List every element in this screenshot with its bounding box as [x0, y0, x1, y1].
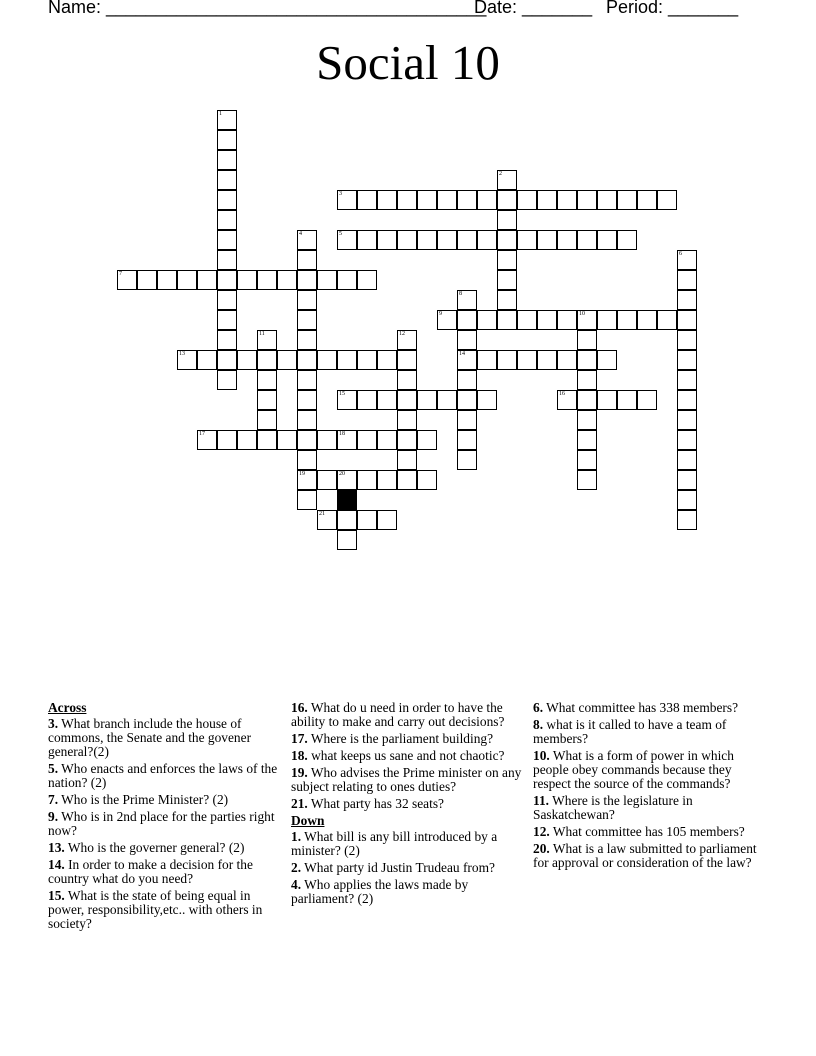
grid-cell[interactable]	[217, 310, 237, 330]
grid-cell[interactable]	[677, 490, 697, 510]
clue-number: 2.	[291, 860, 302, 875]
clue-number-label: 10	[579, 311, 585, 317]
clue-text: Who is the Prime Minister? (2)	[58, 792, 229, 807]
clue-text: What committee has 105 members?	[549, 824, 745, 839]
grid-cell[interactable]	[297, 490, 317, 510]
grid-cell[interactable]	[617, 310, 637, 330]
across-clue	[48, 717, 280, 759]
grid-cell[interactable]	[277, 430, 297, 450]
grid-cell[interactable]	[237, 270, 257, 290]
grid-cell[interactable]	[337, 510, 357, 530]
clue-number-label: 11	[259, 331, 265, 337]
grid-cell[interactable]	[317, 430, 337, 450]
grid-cell[interactable]	[677, 270, 697, 290]
across-clue	[48, 858, 280, 886]
clue-text: Where is the legislature in Saskatchewan?	[533, 793, 693, 822]
grid-cell[interactable]	[677, 330, 697, 350]
across-clue	[291, 797, 523, 811]
clue-number-label: 20	[339, 471, 345, 477]
grid-cell[interactable]	[457, 350, 477, 370]
clue-number: 18.	[291, 748, 308, 763]
grid-cell[interactable]	[397, 430, 417, 450]
grid-cell[interactable]	[177, 350, 197, 370]
clue-text: Who enacts and enforces the laws of the nation? (2)	[48, 761, 278, 790]
grid-cell[interactable]	[677, 470, 697, 490]
grid-cell[interactable]	[197, 430, 217, 450]
grid-cell[interactable]	[357, 510, 377, 530]
clue-number: 4.	[291, 877, 302, 892]
grid-cell[interactable]	[497, 350, 517, 370]
grid-cell[interactable]	[257, 350, 277, 370]
grid-cell[interactable]	[517, 310, 537, 330]
across-clue	[291, 732, 523, 746]
grid-cell[interactable]	[597, 350, 617, 370]
down-heading: Down	[291, 813, 325, 828]
grid-cell[interactable]	[397, 190, 417, 210]
across-clue	[48, 841, 280, 855]
grid-cell[interactable]	[297, 250, 317, 270]
grid-cell[interactable]	[217, 270, 237, 290]
grid-cell[interactable]	[517, 350, 537, 370]
grid-cell[interactable]	[357, 230, 377, 250]
grid-cell[interactable]	[397, 350, 417, 370]
grid-cell[interactable]	[437, 390, 457, 410]
grid-cell[interactable]	[297, 310, 317, 330]
down-clue	[533, 794, 765, 822]
clue-number-label: 6	[679, 251, 682, 257]
grid-cell[interactable]	[457, 390, 477, 410]
clue-number-label: 15	[339, 391, 345, 397]
clue-text: Who advises the Prime minister on any subject relating to ones duties?	[291, 765, 522, 794]
grid-cell[interactable]	[397, 410, 417, 430]
grid-cell[interactable]	[177, 270, 197, 290]
clue-number: 1.	[291, 829, 302, 844]
grid-cell[interactable]	[357, 470, 377, 490]
grid-cell[interactable]	[557, 310, 577, 330]
grid-cell[interactable]	[317, 510, 337, 530]
grid-cell[interactable]	[457, 430, 477, 450]
clue-number-label: 12	[399, 331, 405, 337]
grid-cell[interactable]	[297, 330, 317, 350]
grid-cell[interactable]	[437, 190, 457, 210]
grid-cell[interactable]	[357, 390, 377, 410]
grid-cell[interactable]	[357, 350, 377, 370]
clue-text: What party id Justin Trudeau from?	[301, 860, 495, 875]
grid-cell[interactable]	[417, 230, 437, 250]
across-heading: Across	[48, 700, 87, 715]
across-clue	[48, 810, 280, 838]
clue-number: 19.	[291, 765, 308, 780]
grid-cell[interactable]	[377, 430, 397, 450]
clue-text: What is a form of power in which people obey commands because they respect the source of the commands?	[533, 748, 734, 791]
clue-number: 10.	[533, 748, 550, 763]
clue-text: In order to make a decision for the country what do you need?	[48, 857, 253, 886]
grid-cell[interactable]	[377, 390, 397, 410]
across-clue	[291, 701, 523, 729]
grid-cell[interactable]	[677, 370, 697, 390]
grid-cell[interactable]	[577, 430, 597, 450]
grid-cell[interactable]	[557, 190, 577, 210]
clue-number-label: 13	[179, 351, 185, 357]
grid-cell[interactable]	[197, 270, 217, 290]
grid-cell[interactable]	[497, 170, 517, 190]
grid-cell[interactable]	[337, 470, 357, 490]
grid-cell[interactable]	[557, 390, 577, 410]
grid-cell[interactable]	[417, 470, 437, 490]
grid-cell[interactable]	[637, 190, 657, 210]
grid-cell[interactable]	[337, 390, 357, 410]
grid-cell[interactable]	[677, 430, 697, 450]
grid-cell[interactable]	[657, 190, 677, 210]
grid-cell[interactable]	[317, 350, 337, 370]
grid-cell[interactable]	[237, 350, 257, 370]
grid-cell[interactable]	[637, 310, 657, 330]
clue-number-label: 18	[339, 431, 345, 437]
grid-cell[interactable]	[217, 230, 237, 250]
grid-cell[interactable]	[497, 230, 517, 250]
clue-number: 3.	[48, 716, 59, 731]
clues-column-2	[291, 701, 523, 909]
grid-cell[interactable]	[217, 210, 237, 230]
clue-number-label: 7	[119, 271, 122, 277]
grid-cell[interactable]	[357, 190, 377, 210]
grid-cell[interactable]	[337, 430, 357, 450]
down-clue	[291, 878, 523, 906]
grid-cell[interactable]	[477, 390, 497, 410]
grid-cell[interactable]	[577, 330, 597, 350]
clue-number: 5.	[48, 761, 59, 776]
grid-cell[interactable]	[277, 270, 297, 290]
grid-cell[interactable]	[217, 290, 237, 310]
down-clue	[533, 842, 765, 870]
grid-cell[interactable]	[597, 230, 617, 250]
clue-text: Who is in 2nd place for the parties right now?	[48, 809, 275, 838]
grid-cell[interactable]	[597, 310, 617, 330]
grid-cell[interactable]	[297, 230, 317, 250]
across-clue	[48, 762, 280, 790]
grid-cell[interactable]	[577, 390, 597, 410]
grid-cell[interactable]	[457, 230, 477, 250]
grid-cell[interactable]	[337, 190, 357, 210]
clue-number: 17.	[291, 731, 308, 746]
grid-cell[interactable]	[337, 530, 357, 550]
grid-cell[interactable]	[337, 270, 357, 290]
grid-cell[interactable]	[217, 370, 237, 390]
down-clue	[291, 861, 523, 875]
clue-text: Who is the governer general? (2)	[64, 840, 245, 855]
grid-cell[interactable]	[677, 390, 697, 410]
grid-cell[interactable]	[377, 510, 397, 530]
grid-cell[interactable]	[297, 410, 317, 430]
grid-cell[interactable]	[117, 270, 137, 290]
clue-number: 8.	[533, 717, 544, 732]
grid-cell[interactable]	[217, 430, 237, 450]
grid-cell[interactable]	[597, 390, 617, 410]
clue-number-label: 8	[459, 291, 462, 297]
clue-text: What committee has 338 members?	[543, 700, 739, 715]
across-clue	[48, 889, 280, 931]
clue-number-label: 21	[319, 511, 325, 517]
grid-cell[interactable]	[437, 310, 457, 330]
clue-number-label: 4	[299, 231, 302, 237]
clue-number-label: 14	[459, 351, 465, 357]
grid-cell[interactable]	[577, 230, 597, 250]
grid-cell[interactable]	[677, 250, 697, 270]
grid-cell[interactable]	[417, 190, 437, 210]
grid-cell[interactable]	[577, 370, 597, 390]
grid-cell[interactable]	[577, 410, 597, 430]
grid-cell[interactable]	[377, 230, 397, 250]
grid-cell[interactable]	[457, 310, 477, 330]
grid-cell[interactable]	[417, 430, 437, 450]
grid-cell[interactable]	[217, 190, 237, 210]
grid-cell[interactable]	[677, 450, 697, 470]
grid-cell[interactable]	[317, 470, 337, 490]
clue-number: 6.	[533, 700, 544, 715]
grid-cell[interactable]	[457, 450, 477, 470]
grid-cell[interactable]	[217, 250, 237, 270]
clue-number: 21.	[291, 796, 308, 811]
grid-cell[interactable]	[577, 190, 597, 210]
grid-cell[interactable]	[257, 430, 277, 450]
black-cell	[337, 490, 357, 510]
grid-cell[interactable]	[377, 470, 397, 490]
grid-cell[interactable]	[217, 150, 237, 170]
clue-text: What branch include the house of commons, the Senate and the govener general?(2)	[48, 716, 252, 759]
clue-number-label: 5	[339, 231, 342, 237]
clue-number: 20.	[533, 841, 550, 856]
grid-cell[interactable]	[497, 190, 517, 210]
clue-number: 14.	[48, 857, 65, 872]
clue-text: What do u need in order to have the ability to make and carry out decisions?	[291, 700, 505, 729]
clues-column-1	[48, 701, 280, 934]
grid-cell[interactable]	[337, 230, 357, 250]
clue-number-label: 1	[219, 111, 222, 117]
grid-cell[interactable]	[617, 190, 637, 210]
grid-cell[interactable]	[257, 410, 277, 430]
grid-cell[interactable]	[257, 270, 277, 290]
grid-cell[interactable]	[597, 190, 617, 210]
down-clue	[533, 825, 765, 839]
grid-cell[interactable]	[357, 430, 377, 450]
grid-cell[interactable]	[577, 310, 597, 330]
clue-number: 13.	[48, 840, 65, 855]
grid-cell[interactable]	[257, 390, 277, 410]
grid-cell[interactable]	[537, 350, 557, 370]
grid-cell[interactable]	[497, 250, 517, 270]
grid-cell[interactable]	[677, 350, 697, 370]
date-field-label[interactable]: Date: _______	[474, 0, 593, 17]
grid-cell[interactable]	[297, 350, 317, 370]
clue-number-label: 9	[439, 311, 442, 317]
grid-cell[interactable]	[497, 210, 517, 230]
grid-cell[interactable]	[297, 270, 317, 290]
clues-column-3	[533, 701, 765, 873]
across-list-a	[48, 717, 280, 931]
across-clue	[291, 749, 523, 763]
grid-cell[interactable]	[297, 290, 317, 310]
grid-cell[interactable]	[257, 370, 277, 390]
grid-cell[interactable]	[397, 450, 417, 470]
grid-cell[interactable]	[557, 230, 577, 250]
grid-cell[interactable]	[617, 390, 637, 410]
grid-cell[interactable]	[477, 310, 497, 330]
grid-cell[interactable]	[517, 190, 537, 210]
clue-text: what keeps us sane and not chaotic?	[307, 748, 505, 763]
grid-cell[interactable]	[497, 310, 517, 330]
grid-cell[interactable]	[377, 190, 397, 210]
down-clue	[291, 830, 523, 858]
down-clue	[533, 701, 765, 715]
grid-cell[interactable]	[237, 430, 257, 450]
grid-cell[interactable]	[417, 390, 437, 410]
clue-text: What party has 32 seats?	[307, 796, 444, 811]
clue-number-label: 3	[339, 191, 342, 197]
grid-cell[interactable]	[217, 330, 237, 350]
clue-text: Where is the parliament building?	[307, 731, 494, 746]
grid-cell[interactable]	[397, 370, 417, 390]
grid-cell[interactable]	[457, 370, 477, 390]
grid-cell[interactable]	[457, 410, 477, 430]
grid-cell[interactable]	[217, 170, 237, 190]
grid-cell[interactable]	[157, 270, 177, 290]
grid-cell[interactable]	[577, 450, 597, 470]
grid-cell[interactable]	[497, 290, 517, 310]
clue-text: What is a law submitted to parliament for approval or consideration of the law?	[533, 841, 757, 870]
grid-cell[interactable]	[537, 230, 557, 250]
grid-cell[interactable]	[317, 270, 337, 290]
down-clue	[533, 718, 765, 746]
clue-text: what is it called to have a team of members?	[533, 717, 727, 746]
grid-cell[interactable]	[637, 390, 657, 410]
name-field-label[interactable]: Name: ______________________________________	[48, 0, 487, 17]
grid-cell[interactable]	[397, 470, 417, 490]
grid-cell[interactable]	[617, 230, 637, 250]
grid-cell[interactable]	[297, 370, 317, 390]
grid-cell[interactable]	[477, 190, 497, 210]
grid-cell[interactable]	[277, 350, 297, 370]
grid-cell[interactable]	[297, 390, 317, 410]
grid-cell[interactable]	[457, 190, 477, 210]
clue-number: 12.	[533, 824, 550, 839]
grid-cell[interactable]	[537, 310, 557, 330]
grid-cell[interactable]	[137, 270, 157, 290]
grid-cell[interactable]	[257, 330, 277, 350]
grid-cell[interactable]	[477, 230, 497, 250]
grid-cell[interactable]	[577, 350, 597, 370]
clue-number: 9.	[48, 809, 59, 824]
clue-number-label: 16	[559, 391, 565, 397]
grid-cell[interactable]	[377, 350, 397, 370]
grid-cell[interactable]	[297, 450, 317, 470]
across-clue	[48, 793, 280, 807]
page-title: Social 10	[316, 35, 500, 90]
grid-cell[interactable]	[677, 410, 697, 430]
grid-cell[interactable]	[537, 190, 557, 210]
across-clue	[291, 766, 523, 794]
down-clue	[533, 749, 765, 791]
grid-cell[interactable]	[497, 270, 517, 290]
grid-cell[interactable]	[217, 130, 237, 150]
clue-number: 11.	[533, 793, 549, 808]
clue-number-label: 17	[199, 431, 205, 437]
grid-cell[interactable]	[437, 230, 457, 250]
grid-cell[interactable]	[357, 270, 377, 290]
period-field-label[interactable]: Period: _______	[606, 0, 739, 17]
grid-cell[interactable]	[657, 310, 677, 330]
grid-cell[interactable]	[337, 350, 357, 370]
clue-text: What bill is any bill introduced by a minister? (2)	[291, 829, 498, 858]
clue-text: What is the state of being equal in power, responsibility,etc.. with others in society?	[48, 888, 263, 931]
grid-cell[interactable]	[297, 430, 317, 450]
grid-cell[interactable]	[577, 470, 597, 490]
grid-cell[interactable]	[677, 510, 697, 530]
clue-number-label: 2	[499, 171, 502, 177]
grid-cell[interactable]	[677, 290, 697, 310]
grid-cell[interactable]	[217, 350, 237, 370]
clue-number-label: 19	[299, 471, 305, 477]
grid-cell[interactable]	[457, 330, 477, 350]
grid-cell[interactable]	[477, 350, 497, 370]
clue-number: 16.	[291, 700, 308, 715]
grid-cell[interactable]	[397, 390, 417, 410]
grid-cell[interactable]	[677, 310, 697, 330]
grid-cell[interactable]	[557, 350, 577, 370]
grid-cell[interactable]	[197, 350, 217, 370]
grid-cell[interactable]	[457, 290, 477, 310]
grid-cell[interactable]	[297, 470, 317, 490]
clue-number: 7.	[48, 792, 59, 807]
grid-cell[interactable]	[217, 110, 237, 130]
grid-cell[interactable]	[517, 230, 537, 250]
grid-cell[interactable]	[397, 330, 417, 350]
clue-number: 15.	[48, 888, 65, 903]
grid-cell[interactable]	[397, 230, 417, 250]
clue-text: Who applies the laws made by parliament? (2)	[291, 877, 469, 906]
